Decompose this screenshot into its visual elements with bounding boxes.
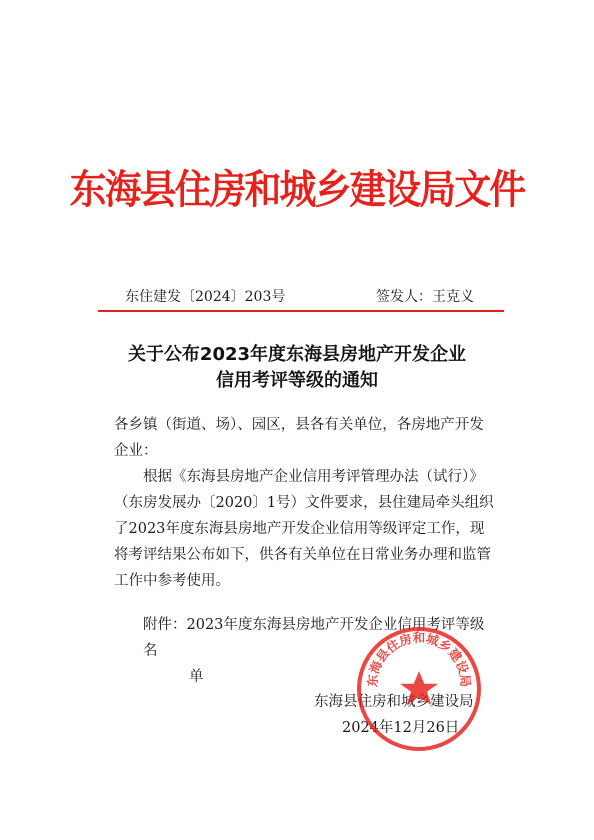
salutation: 各乡镇（街道、场）、园区，县各有关单位，各房地产开发企业： — [114, 417, 484, 459]
issuer-name: 东海县住房和城乡建设局 — [314, 694, 474, 710]
seal-text: 东海县住房和城乡建设局 — [364, 630, 474, 688]
body-paragraph: 根据《东海县房地产企业信用考评管理办法（试行）》（东房发展办〔2020〕1号）文件要求，县住建局牵头组织了2023年度东海县房地产开发企业信用等级评定工作，现将考评结果公布如下，供各有关单位在日常业务办理和监管工作中参考使用。 — [114, 469, 494, 589]
issue-date: 2024年12月26日 — [342, 720, 460, 736]
seal-star-icon — [400, 671, 438, 705]
notice-title-line-2: 信用考评等级的通知 — [216, 370, 378, 391]
official-seal — [355, 625, 483, 753]
red-divider-line — [98, 310, 504, 312]
document-header-title: 东海县住房和城乡建设局文件 — [69, 166, 525, 213]
notice-title-line-1: 关于公布2023年度东海县房地产开发企业 — [127, 344, 467, 365]
attachment-line-1: 附件：2023年度东海县房地产开发企业信用考评等级名 — [143, 617, 485, 659]
attachment-line-2: 单 — [189, 669, 204, 685]
document-number: 东住建发〔2024〕203号 — [125, 289, 286, 305]
signer: 签发人：王克义 — [376, 289, 474, 305]
